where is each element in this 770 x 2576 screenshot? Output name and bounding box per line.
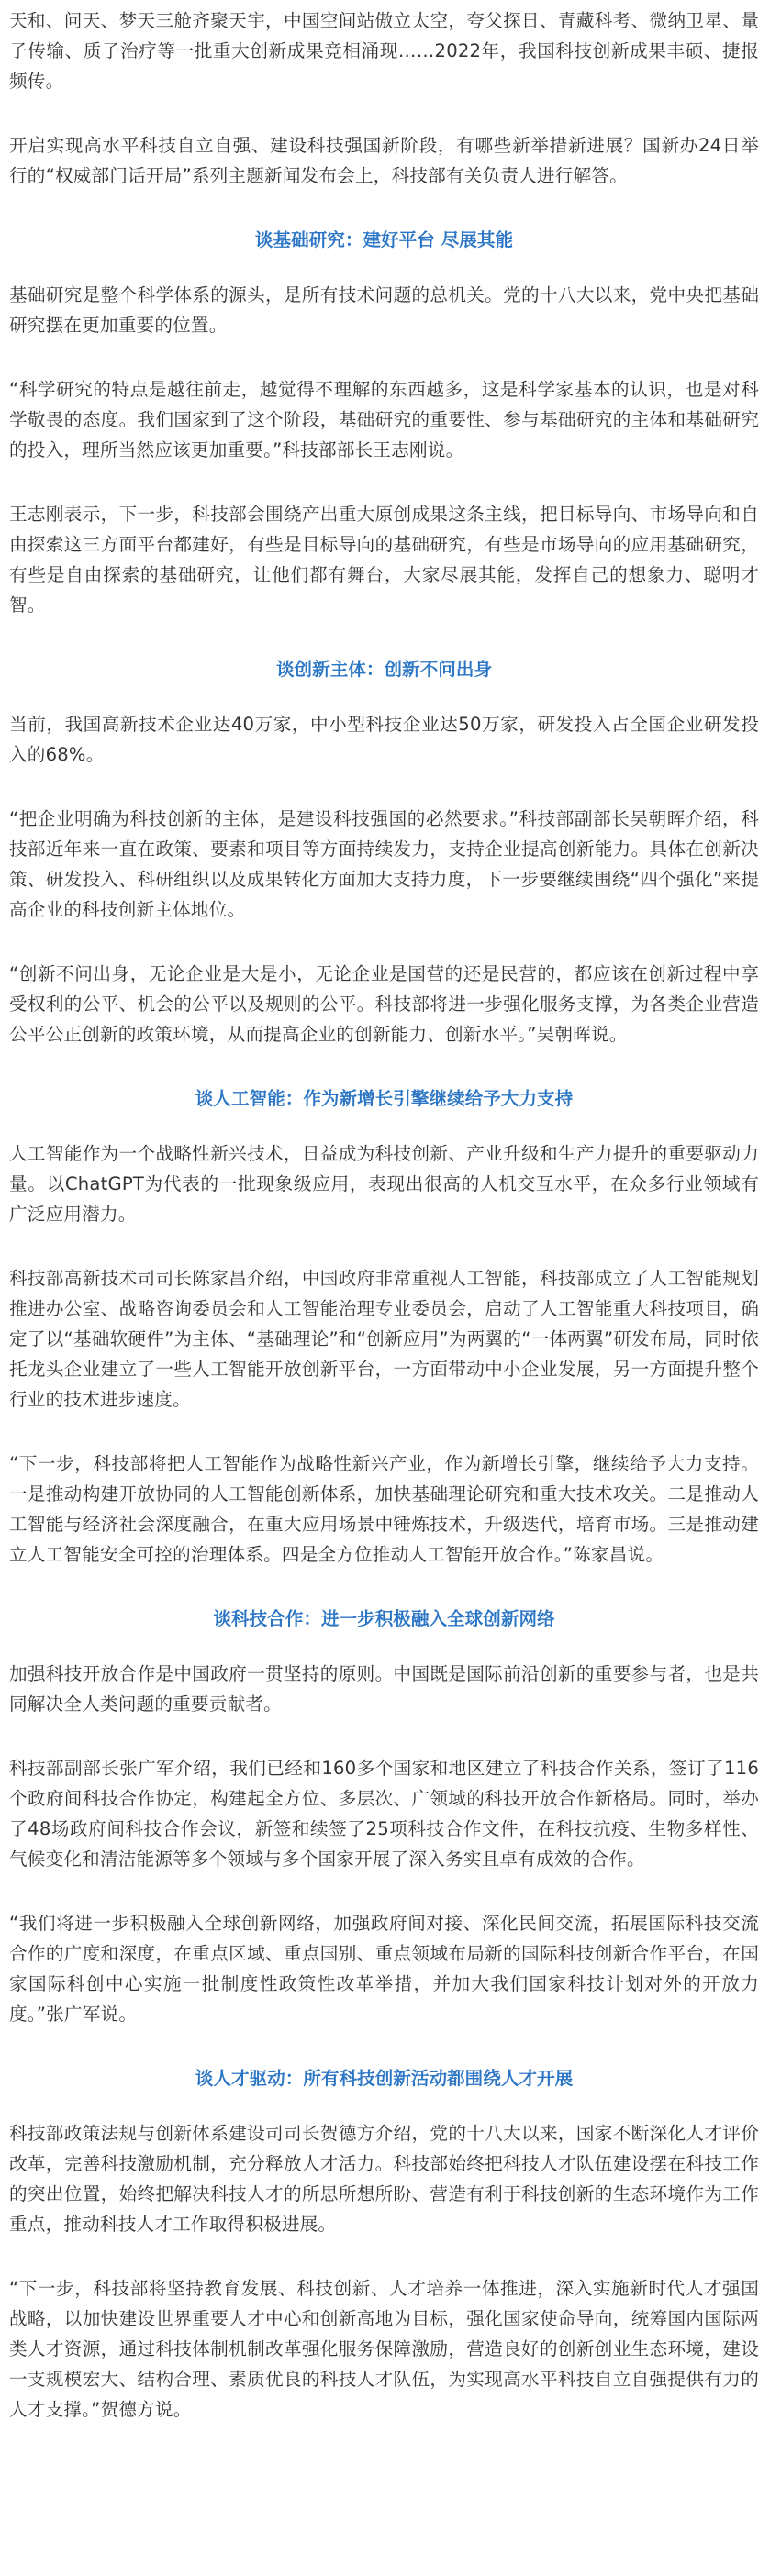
intro-paragraph-2: 开启实现高水平科技自立自强、建设科技强国新阶段，有哪些新举措新进展？国新办24日举行的“权威部门话开局”系列主题新闻发布会上，科技部有关负责人进行解答。: [9, 135, 759, 186]
section-tech-cooperation: [9, 1604, 759, 2029]
body-paragraph: “我们将进一步积极融入全球创新网络，加强政府间对接、深化民间交流，拓展国际科技交流合作的广度和深度，在重点区域、重点国别、重点领域布局新的国际科技创新合作平台，在国家国际科创中心实施一批制度性政策性改革举措，并加大我们国家科技计划对外的开放力度。”张广军说。: [9, 1913, 759, 2025]
intro-paragraph-1: 天和、问天、梦天三舱齐聚天宇，中国空间站傲立太空，夸父探日、青藏科考、微纳卫星、量子传输、质子治疗等一批重大创新成果竞相涌现……2022年，我国科技创新成果丰硕、捷报频传。: [9, 10, 759, 92]
body-paragraph: 科技部副部长张广军介绍，我们已经和160多个国家和地区建立了科技合作关系，签订了116个政府间科技合作协定，构建起全方位、多层次、广领域的科技开放合作新格局。同时，举办了48场政府间科技合作会议，新签和续签了25项科技合作文件，在科技抗疫、生物多样性、气候变化和清洁能源等多个领域与多个国家开展了深入务实且卓有成效的合作。: [9, 1758, 759, 1870]
body-paragraph: 当前，我国高新技术企业达40万家，中小型科技企业达50万家，研发投入占全国企业研发投入的68%。: [9, 714, 759, 765]
section-heading: 谈创新主体：创新不问出身: [275, 659, 493, 680]
section-heading: 谈科技合作：进一步积极融入全球创新网络: [213, 1608, 555, 1629]
body-paragraph: 科技部政策法规与创新体系建设司司长贺德方介绍，党的十八大以来，国家不断深化人才评价改革，完善科技激励机制，充分释放人才活力。科技部始终把科技人才队伍建设摆在科技工作的突出位置，始终把解决科技人才的所思所想所盼、营造有利于科技创新的生态环境作为工作重点，推动科技人才工作取得积极进展。: [9, 2123, 759, 2235]
body-paragraph: “下一步，科技部将把人工智能作为战略性新兴产业，作为新增长引擎，继续给予大力支持。一是推动构建开放协同的人工智能创新体系，加快基础理论研究和重大技术攻关。二是推动人工智能与经济社会深度融合，在重大应用场景中锤炼技术，升级迭代，培育市场。三是推动建立人工智能安全可控的治理体系。四是全方位推动人工智能开放合作。”陈家昌说。: [9, 1453, 759, 1565]
body-paragraph: 加强科技开放合作是中国政府一贯坚持的原则。中国既是国际前沿创新的重要参与者，也是共同解决全人类问题的重要贡献者。: [9, 1663, 759, 1715]
section-innovation-subject: [9, 654, 759, 1049]
body-paragraph: “把企业明确为科技创新的主体，是建设科技强国的必然要求。”科技部副部长吴朝晖介绍，科技部近年来一直在政策、要素和项目等方面持续发力，支持企业提高创新能力。具体在创新决策、研发投入、科研组织以及成果转化方面加大支持力度，下一步要继续围绕“四个强化”来提高企业的科技创新主体地位。: [9, 808, 759, 920]
body-paragraph: 人工智能作为一个战略性新兴技术，日益成为科技创新、产业升级和生产力提升的重要驱动力量。以ChatGPT为代表的一批现象级应用，表现出很高的人机交互水平，在众多行业领域有广泛应用潜力。: [9, 1143, 759, 1225]
section-heading: 谈人才驱动：所有科技创新活动都围绕人才开展: [195, 2068, 574, 2089]
section-heading: 谈人工智能：作为新增长引擎继续给予大力支持: [195, 1088, 574, 1109]
section-talent-driven: [9, 2063, 759, 2425]
body-paragraph: “下一步，科技部将坚持教育发展、科技创新、人才培养一体推进，深入实施新时代人才强国战略，以加快建设世界重要人才中心和创新高地为目标，强化国家使命导向，统筹国内国际两类人才资源，通过科技体制机制改革强化服务保障激励，营造良好的创新创业生态环境，建设一支规模宏大、结构合理、素质优良的科技人才队伍，为实现高水平科技自立自强提供有力的人才支撑。”贺德方说。: [9, 2278, 759, 2420]
body-paragraph: 基础研究是整个科学体系的源头，是所有技术问题的总机关。党的十八大以来，党中央把基础研究摆在更加重要的位置。: [9, 284, 759, 336]
section-basic-research: [9, 225, 759, 620]
body-paragraph: “科学研究的特点是越往前走，越觉得不理解的东西越多，这是科学家基本的认识，也是对科学敬畏的态度。我们国家到了这个阶段，基础研究的重要性、参与基础研究的主体和基础研究的投入，理所当然应该更加重要。”科技部部长王志刚说。: [9, 379, 759, 461]
body-paragraph: “创新不问出身，无论企业是大是小，无论企业是国营的还是民营的，都应该在创新过程中享受权利的公平、机会的公平以及规则的公平。科技部将进一步强化服务支撑，为各类企业营造公平公正创新的政策环境，从而提高企业的创新能力、创新水平。”吴朝晖说。: [9, 963, 759, 1045]
section-artificial-intelligence: [9, 1083, 759, 1570]
section-heading: 谈基础研究：建好平台 尽展其能: [254, 229, 514, 250]
body-paragraph: 王志刚表示，下一步，科技部会围绕产出重大原创成果这条主线，把目标导向、市场导向和自由探索这三方面平台都建好，有些是目标导向的基础研究，有些是市场导向的应用基础研究，有些是自由探索的基础研究，让他们都有舞台，大家尽展其能，发挥自己的想象力、聪明才智。: [9, 504, 759, 616]
body-paragraph: 科技部高新技术司司长陈家昌介绍，中国政府非常重视人工智能，科技部成立了人工智能规划推进办公室、战略咨询委员会和人工智能治理专业委员会，启动了人工智能重大科技项目，确定了以“基础软硬件”为主体、“基础理论”和“创新应用”为两翼的“一体两翼”研发布局，同时依托龙头企业建立了一些人工智能开放创新平台，一方面带动中小企业发展，另一方面提升整个行业的技术进步速度。: [9, 1268, 759, 1410]
